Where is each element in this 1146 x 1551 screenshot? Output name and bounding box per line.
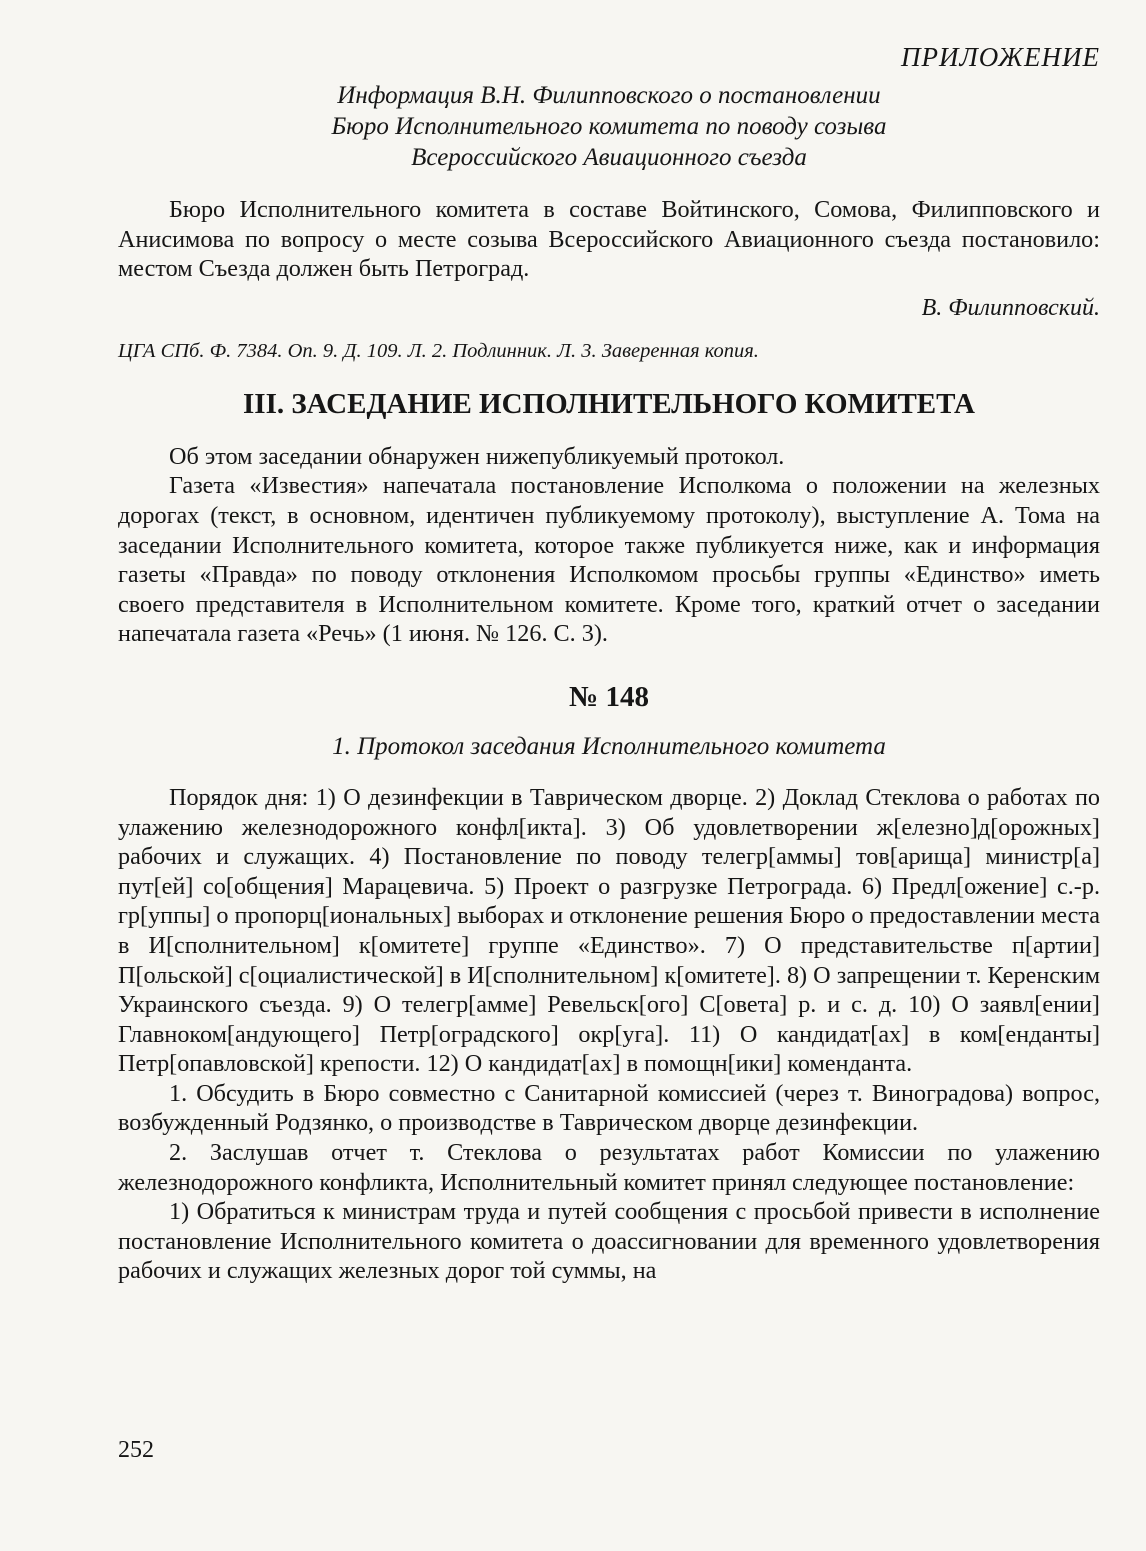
protocol-paragraph: 1. Обсудить в Бюро совместно с Санитарной комиссией (через т. Виноградова) вопрос, возбужденный Родзянко, о производстве в Таврическом дворце дезинфекции. <box>118 1079 1100 1137</box>
intro-paragraph: Газета «Известия» напечатала постановление Исполкома о положении на железных дорогах (текст, в основном, идентичен публикуемому протоколу), выступление А. Тома на заседании Исполнительного комитета, которое также публикуется ниже, как и информация газеты «Правда» по поводу отклонения Исполкомом просьбы группы «Единство» иметь своего представителя в Исполнительном комитете. Кроме того, краткий отчет о заседании напечатала газета «Речь» (1 июня. № 126. С. 3). <box>118 472 1100 648</box>
info-title <box>118 80 1100 173</box>
page-number: 252 <box>118 1437 154 1463</box>
intro-paragraph: Об этом заседании обнаружен нижепубликуемый протокол. <box>169 442 785 470</box>
protocol-paragraph: 2. Заслушав отчет т. Стеклова о результатах работ Комиссии по улажению железнодорожного конфликта, Исполнительный комитет принял следующее постановление: <box>118 1139 1100 1196</box>
info-title-line: Всероссийского Авиационного съезда <box>411 144 807 171</box>
info-title-line: Информация В.Н. Филипповского о постановлении <box>337 82 881 109</box>
archive-reference: ЦГА СПб. Ф. 7384. Оп. 9. Д. 109. Л. 2. Подлинник. Л. 3. Заверенная копия. <box>118 339 759 362</box>
running-header: ПРИЛОЖЕНИЕ <box>901 42 1100 72</box>
section-title: III. ЗАСЕДАНИЕ ИСПОЛНИТЕЛЬНОГО КОМИТЕТА <box>243 387 975 420</box>
protocol-agenda-paragraph: Порядок дня: 1) О дезинфекции в Таврическом дворце. 2) Доклад Стеклова о работах по улажению железнодорожного конфл[икта]. 3) Об удовлетворении ж[елезно]д[орожных] рабочих и служащих. 4) Постановление по поводу телегр[аммы] тов[арища] министр[а] пут[ей] со[общения] Марацевича. 5) Проект о разгрузке Петрограда. 6) Предл[ожение] с.-р. гр[уппы] о пропорц[иональных] выборах и отклонение решения Бюро о предоставлении места в И[сполнительном] к[омитете] группе «Единство». 7) О представительстве п[артии] П[ольской] с[оциалистической] в И[сполнительном] к[омитете]. 8) О запрещении т. Керенским Украинского съезда. 9) О телегр[амме] Ревельск[ого] С[овета] р. и с. д. 10) О заявл[ении] Главноком[андующего] Петр[оградского] окр[уга]. 11) О кандидат[ах] в ком[енданты] Петр[опавловской] крепости. 12) О кандидат[ах] в помощн[ики] коменданта. <box>118 783 1101 1078</box>
info-body-paragraph: Бюро Исполнительного комитета в составе Войтинского, Сомова, Филипповского и Анисимова по вопросу о месте созыва Всероссийского Авиационного съезда постановило: местом Съезда должен быть Петроград. <box>118 196 1100 283</box>
document-page <box>118 40 1100 1286</box>
signature: В. Филипповский. <box>921 294 1100 321</box>
info-title-line: Бюро Исполнительного комитета по поводу созыва <box>331 113 887 140</box>
document-number: № 148 <box>569 680 649 713</box>
protocol-paragraph: 1) Обратиться к министрам труда и путей сообщения с просьбой привести в исполнение постановление Исполнительного комитета о доассигновании для временного удовлетворения рабочих и служащих железных дорог той суммы, на <box>118 1198 1100 1285</box>
document-title: 1. Протокол заседания Исполнительного комитета <box>332 732 886 760</box>
